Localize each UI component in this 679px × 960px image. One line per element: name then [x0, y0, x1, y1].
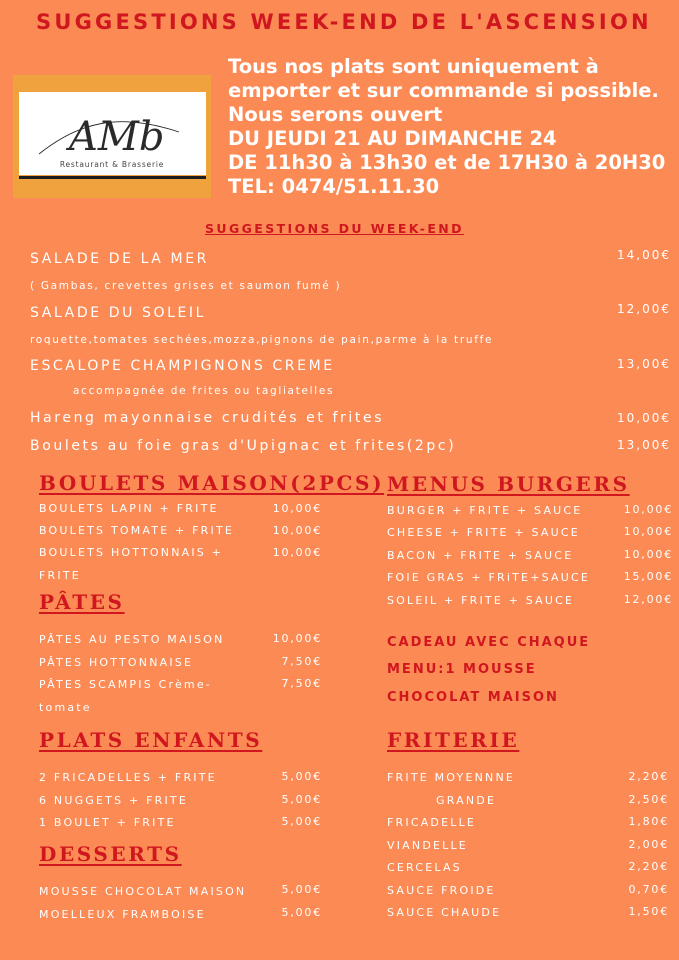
menu-item-name: SALADE DU SOLEIL [30, 305, 207, 321]
menu-item-price: 5,00€ [281, 906, 322, 919]
menu-item-price: 10,00€ [617, 411, 671, 425]
menu-item-name: FOIE GRAS + FRiTE+SAUCE [387, 571, 591, 584]
info-phone: TEL: 0474/51.11.30 [228, 175, 440, 198]
menu-item-name-cont: FRITE [39, 569, 81, 582]
menu-item-price: 14,00€ [617, 248, 671, 262]
menu-item-price: 10,00€ [272, 632, 322, 645]
menu-item-name: SAUCE CHAUDE [387, 906, 502, 919]
menu-item-price: 2,20€ [628, 770, 669, 783]
menu-item-name: BOULETS TOMATE + FRITE [39, 524, 235, 537]
menu-item-description: ( Gambas, crevettes grises et saumon fumé ) [30, 280, 342, 292]
gift-note: CHOCOLAT MAISON [387, 690, 559, 705]
menu-item-name: GRANDE [436, 794, 497, 807]
menu-item-name: 2 FRICADELLES + FRITE [39, 771, 217, 784]
menu-item-name: Boulets au foie gras d'Upignac et frites(2pc) [30, 438, 457, 454]
logo [19, 92, 206, 175]
menu-item-name: BOULETS HOTTONNAIS + [39, 546, 224, 559]
menu-item-price: 5,00€ [281, 883, 322, 896]
menu-item-name: SAUCE FROIDE [387, 884, 496, 897]
menu-item-description: roquette,tomates sechées,mozza,pignons de pain,parme à la truffe [30, 334, 494, 346]
menu-item-price: 12,00€ [617, 302, 671, 316]
menu-item-price: 10,00€ [272, 546, 322, 559]
page-title: SUGGESTIONS WEEK-END DE L'ASCENSION [36, 10, 652, 34]
menu-item-price: 2,20€ [628, 860, 669, 873]
menu-item-price: 0,70€ [628, 883, 669, 896]
menu-item-name: PÂTES SCAMPIS Crème- [39, 678, 212, 691]
menu-item-price: 5,00€ [281, 815, 322, 828]
menu-item-name: Hareng mayonnaise crudités et frites [30, 410, 385, 426]
logo-mark [19, 92, 206, 175]
menu-item-price: 10,00€ [623, 548, 673, 561]
menu-item-name: FRITE MOYENNNE [387, 771, 516, 784]
menu-item-price: 2,50€ [628, 793, 669, 806]
menu-item-name: BOULETS LAPIN + FRITE [39, 502, 219, 515]
enfants-heading: PLATS ENFANTS [39, 728, 263, 752]
menu-item-price: 7,50€ [281, 655, 322, 668]
boulets-heading: BOULETS MAISON(2PCS) [39, 471, 385, 495]
menu-item-name: PÂTES HOTTONNAISE [39, 656, 194, 669]
info-line: Tous nos plats sont uniquement à [228, 55, 599, 78]
menu-item-name: CERCELAS [387, 861, 462, 874]
menu-item-price: 10,00€ [272, 524, 322, 537]
menu-item-price: 13,00€ [617, 438, 671, 452]
menu-item-name: BACON + FRITE + SAUCE [387, 549, 574, 562]
menu-item-price: 2,00€ [628, 838, 669, 851]
menu-item-price: 15,00€ [623, 570, 673, 583]
menu-item-price: 1,50€ [628, 905, 669, 918]
menu-item-name-cont: tomate [39, 701, 92, 714]
menu-item-name: 6 NUGGETS + FRITE [39, 794, 188, 807]
menu-item-price: 10,00€ [272, 502, 322, 515]
menu-item-name: SALADE DE LA MER [30, 251, 209, 267]
info-line: emporter et sur commande si possible. [228, 79, 659, 102]
menu-item-name: PÂTES AU PESTO MAISON [39, 633, 225, 646]
burgers-heading: MENUS BURGERS [387, 472, 630, 496]
menu-item-name: 1 BOULET + FRITE [39, 816, 176, 829]
logo-subtitle: Restaurant & Brasserie [59, 160, 165, 169]
info-line: DE 11h30 à 13h30 et de 17H30 à 20H30 [228, 151, 666, 174]
menu-item-price: 13,00€ [617, 357, 671, 371]
logo-underline [19, 176, 206, 179]
gift-note: CADEAU AVEC CHAQUE [387, 635, 591, 650]
info-line: Nous serons ouvert [228, 103, 443, 126]
menu-item-price: 10,00€ [623, 503, 673, 516]
logo-monogram: AMb [69, 114, 165, 160]
menu-item-description: accompagnée de frites ou tagliatelles [73, 385, 335, 397]
menu-item-name: MOUSSE CHOCOLAT MAISON [39, 885, 247, 898]
menu-item-price: 12,00€ [623, 593, 673, 606]
gift-note: MENU:1 MOUSSE [387, 662, 537, 677]
pates-heading: PÂTES [39, 590, 125, 614]
menu-item-name: MOELLEUX FRAMBOISE [39, 908, 206, 921]
menu-item-price: 10,00€ [623, 525, 673, 538]
menu-item-price: 5,00€ [281, 793, 322, 806]
menu-item-name: SOLEIL + FRITE + SAUCE [387, 594, 575, 607]
desserts-heading: DESSERTS [39, 842, 182, 866]
menu-item-name: FRICADELLE [387, 816, 477, 829]
menu-item-name: ESCALOPE CHAMPIGNONS CREME [30, 358, 335, 374]
info-line: DU JEUDI 21 AU DIMANCHE 24 [228, 127, 557, 150]
friterie-heading: FRITERIE [387, 728, 520, 752]
menu-item-price: 1,80€ [628, 815, 669, 828]
menu-item-name: CHEESE + FRITE + SAUCE [387, 526, 580, 539]
menu-item-name: BURGER + FRITE + SAUCE [387, 504, 583, 517]
menu-item-price: 7,50€ [281, 677, 322, 690]
suggestions-heading: SUGGESTIONS DU WEEK-END [205, 221, 464, 236]
menu-item-name: VIANDELLE [387, 839, 468, 852]
menu-item-price: 5,00€ [281, 770, 322, 783]
